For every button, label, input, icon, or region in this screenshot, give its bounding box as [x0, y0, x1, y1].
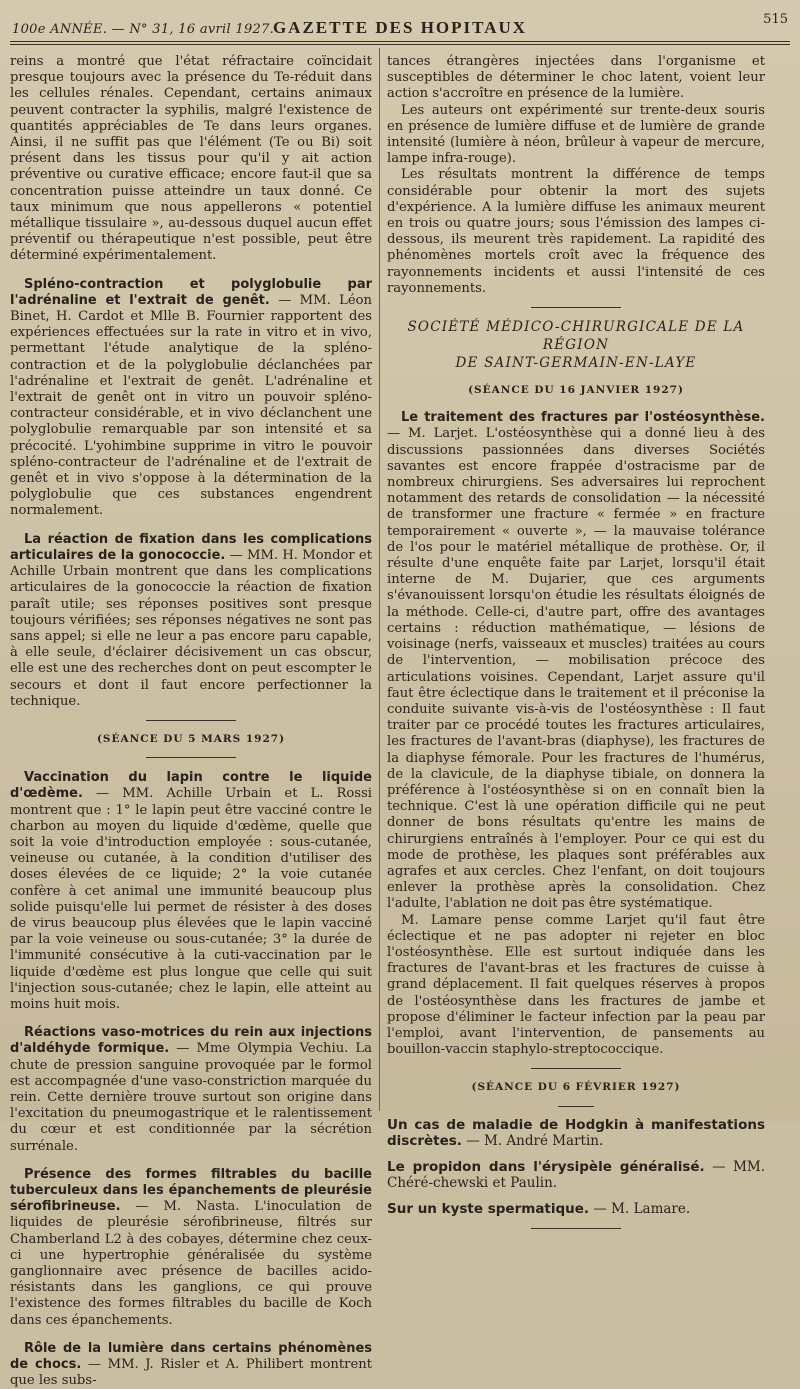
- left-column: [10, 54, 372, 1389]
- society-title-line: SOCIÉTÉ MÉDICO-CHIRURGICALE DE LA RÉGION: [407, 319, 745, 354]
- article-title: Rôle de la lumière dans certains phénomènes de chocs.: [10, 1340, 372, 1373]
- article-title: Spléno-contraction et polyglobulie par l'adrénaline et l'extrait de genêt.: [10, 276, 372, 308]
- article: [10, 1167, 372, 1329]
- section-rule: [146, 720, 236, 721]
- session-heading: (SÉANCE DU 16 JANVIER 1927): [468, 384, 684, 397]
- society-title-line: DE SAINT-GERMAIN-EN-LAYE: [455, 355, 697, 372]
- issue-info: 100e ANNÉE. — N° 31, 16 avril 1927.: [12, 22, 275, 37]
- journal-title: GAZETTE DES HOPITAUX: [272, 18, 528, 37]
- communication-author: — M. Lamare.: [593, 1201, 691, 1218]
- article-text: — MM. Léon Binet, H. Cardot et Mlle B. Fournier rapportent des expériences effectuées sur la rate in vitro et in vivo, permettant l'étude analytique de la spléno-contraction et de la polyglobulie déclanchées par l'adrénaline et l'extrait de genêt. L'adrénaline et l'extrait de genêt ont in vitro un pouvoir spléno-contracteur considérable, et in vivo déclanchent une polyglobulie remarquable par son intensité et sa précocité. L'yohimbine supprime in vitro le pouvoir spléno-contracteur de l'adrénaline et de l'extrait de genêt et in vivo s'oppose à la détermination de la polyglobulie que ces substances engendrent normalement.: [10, 292, 372, 519]
- article: [10, 532, 372, 710]
- communication: [387, 1201, 765, 1217]
- article-text: — M. Larjet. L'ostéosynthèse qui a donné lieu à des discussions passionnées dans diverses Sociétés savantes est encore frappée d'ostracisme par de nombreux chirurgiens. Ses adversaires lui reprochent notamment des retards de consolidation — la nécessité de transformer une fracture « fermée » en fracture temporairement « ouverte », — la mauvaise tolérance de l'os pour le matériel métallique de prothèse. Or, il résulte d'une enquête faite par Larjet, lorsqu'il était interne de M. Dujarier, que ces arguments s'évanouissent lorsqu'on étudie les résultats éloignés de la méthode. Celle-ci, d'autre part, offre des avantages certains : réduction mathématique, — lésions de voisinage (nerfs, vaisseaux et muscles) traitées au cours de l'intervention, — mobilisation précoce des articulations voisines. Cependant, Larjet assure qu'il faut être éclectique dans le traitement et il préconise la conduite suivante vis-à-vis de l'ostéosynthèse : Il faut traiter par ce procédé toutes les fractures articulaires, les fractures de l'avant-bras (diaphyse), les fractures de la diaphyse fémorale. Pour les fractures de l'humérus, de la clavicule, de la diaphyse tibiale, on donnera la préférence à l'ostéosynthèse si on en connaît bien la technique. C'est là une opération difficile qui ne peut donner de bons résultats qu'entre les mains de chirurgiens entraînés à l'employer. Pour ce qui est du mode de prothèse, les plaques sont préférables aux agrafes et aux cercles. Chez l'enfant, on doit toujours enlever la prothèse après la consolidation. Chez l'adulte, l'ablation ne doit pas être systématique.: [387, 426, 765, 912]
- right-column: [387, 54, 766, 1218]
- section-rule: [531, 307, 621, 308]
- article-text: — M. Nasta. L'inoculation de liquides de pleurésie sérofibrineuse, filtrés sur Chamberland L2 à des cobayes, détermine chez ceux-ci une hypertrophie généralisée du système ganglionnaire avec présence de bacilles acido-résistants dans les ganglions, ce qui prouve l'existence des formes filtrables du bacille de Koch dans ces épanchements.: [10, 1199, 372, 1328]
- paragraph: reins a montré que l'état réfractaire coïncidait presque toujours avec la présence du Te-réduit dans les cellules rénales. Cependant, certains animaux peuvent contracter la syphilis, malgré l'existence de quantités appréciables de Te dans leurs organes. Ainsi, il ne suffit pas que l'élément (Te ou Bi) soit présent dans les tissus pour qu'il y ait action préventive ou curative efficace; encore faut-il que sa concentration puisse atteindre un taux donné. Ce taux minimum que nous appellerons « potentiel métallique tissulaire », au-dessous duquel aucun effet préventif ou thérapeutique n'est possible, peut être déterminé expérimentalement.: [10, 54, 372, 264]
- communication-author: — M. André Martin.: [466, 1132, 604, 1149]
- article-title: Présence des formes filtrables du bacille tuberculeux dans les épanchements de pleurésie sérofibrineuse.: [10, 1166, 372, 1215]
- paragraph: Les résultats montrent la différence de temps considérable pour obtenir la mort des sujets d'expérience. A la lumière diffuse les animaux meurent en trois ou quatre jours; sous l'émission des lampes ci-dessous, ils meurent très rapidement. La rapidité des phénomènes mortels croît avec la fréquence des rayonnements incidents et aussi l'intensité de ces rayonnements.: [387, 167, 765, 296]
- article-text: — Mme Olympia Vechiu. La chute de pression sanguine provoquée par le formol est accompagnée d'une vaso-constriction marquée du rein. Cette dernière trouve surtout son origine dans l'excitation du pneumogastrique et le ralentissement du cœur et est conditionnée par la sécrétion surrénale.: [10, 1041, 372, 1154]
- society-title: [387, 318, 765, 372]
- communication: [387, 1159, 765, 1191]
- paragraph: Les auteurs ont expérimenté sur trente-deux souris en présence de lumière diffuse et de lumière de grande intensité (lumière à néon, brûleur à vapeur de mercure, lampe infra-rouge).: [387, 102, 765, 167]
- article: [10, 770, 372, 1013]
- paragraph: tances étrangères injectées dans l'organisme et susceptibles de déterminer le choc latent, voient leur action s'accroître en présence de la lumière.: [387, 54, 765, 102]
- article: [10, 277, 372, 520]
- section-rule: [146, 757, 236, 758]
- article-title: La réaction de fixation dans les complications articulaires de la gonococcie.: [10, 531, 372, 563]
- article-text: — MM. Achille Urbain et L. Rossi montrent que : 1° le lapin peut être vacciné contre le charbon au moyen du liquide d'œdème, quelle que soit la voie d'introduction employée : sous-cutanée, veineuse ou cutanée, à la condition d'utiliser des doses élevées de ce liquide; 2° la voie cutanée confère à cet animal une immunité beaucoup plus solide puisqu'elle lui permet de résister à des doses de virus beaucoup plus élevées que le lapin vacciné par la voie veineuse ou sous-cutanée; 3° la durée de l'immunité consécutive à la cuti-vaccination par le liquide d'œdème est plus longue que celle qui suit l'injection sous-cutanée; chez le lapin, elle atteint au moins huit mois.: [10, 786, 372, 1012]
- page-header: [12, 8, 788, 40]
- communication-title: Le propidon dans l'érysipèle généralisé.: [387, 1158, 705, 1175]
- article-text: — MM. H. Mondor et Achille Urbain montrent que dans les complications articulaires de la gonococcie la réaction de fixation paraît utile; ses réponses positives sont presque toujours vérifiées; ses réponses négatives ne sont pas sans appel; si elle ne leur a pas encore paru capable, à elle seule, d'éclairer décisivement un cas obscur, elle est une des recherches dont on peut escompter le secours et dont il faut encore perfectionner la technique.: [10, 547, 372, 709]
- session-heading: (SÉANCE DU 5 MARS 1927): [96, 732, 286, 745]
- section-rule: [558, 1106, 594, 1107]
- communication: [387, 1117, 765, 1149]
- column-divider: [379, 48, 380, 1111]
- header-rule: [10, 41, 790, 45]
- article-title: Le traitement des fractures par l'ostéosynthèse.: [401, 410, 765, 426]
- communication-title: Un cas de maladie de Hodgkin à manifestations discrètes.: [387, 1116, 765, 1149]
- article: [10, 1341, 372, 1389]
- article: [387, 410, 765, 912]
- section-rule: [531, 1228, 621, 1229]
- paragraph: M. Lamare pense comme Larjet qu'il faut être éclectique et ne pas adopter ni rejeter en bloc l'ostéosynthèse. Elle est surtout indiquée dans les fractures de l'avant-bras et les fractures de cuisse à grand déplacement. Il fait quelques réserves à propos de l'ostéosynthèse dans les fractures de jambe et propose d'éliminer le facteur infection par la peau par l'emploi, avant l'intervention, de pansements au bouillon-vaccin staphylo-streptococcique.: [387, 912, 765, 1058]
- article-title: Vaccination du lapin contre le liquide d'œdème.: [10, 770, 372, 802]
- communication-author: — MM. Chéré-chewski et Paulin.: [387, 1158, 766, 1192]
- article-text: — MM. J. Risler et A. Philibert montrent que les subs-: [10, 1357, 372, 1389]
- article: [10, 1025, 372, 1155]
- page-number: 515: [763, 12, 788, 27]
- communication-title: Sur un kyste spermatique.: [387, 1201, 590, 1218]
- session-heading: (SÉANCE DU 6 FÉVRIER 1927): [471, 1081, 681, 1094]
- article-title: Réactions vaso-motrices du rein aux injections d'aldéhyde formique.: [10, 1025, 372, 1057]
- section-rule: [531, 1068, 621, 1069]
